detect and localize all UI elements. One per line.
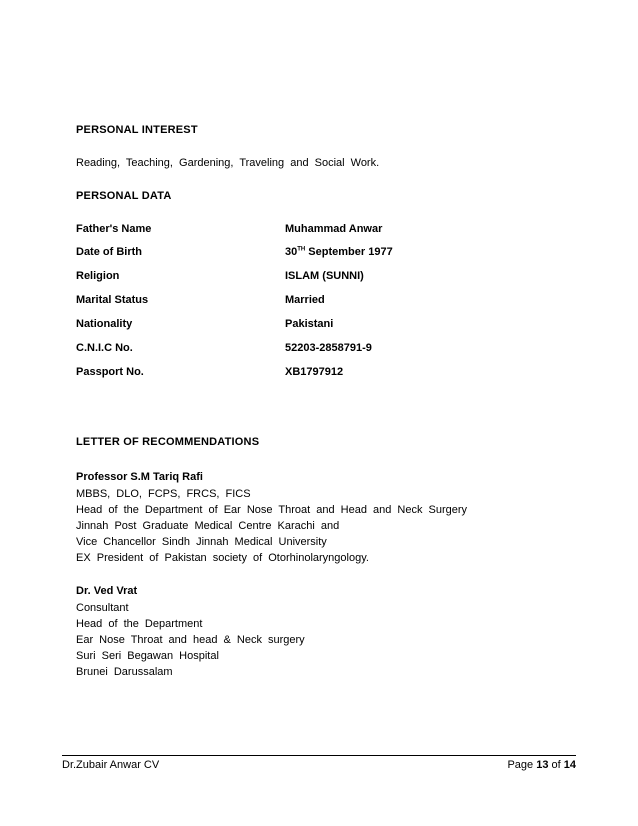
religion-value: ISLAM (SUNNI) — [285, 270, 364, 282]
footer-divider — [62, 755, 576, 756]
nationality-label: Nationality — [76, 318, 133, 330]
personal-interest-heading: PERSONAL INTEREST — [76, 124, 198, 136]
religion-label: Religion — [76, 270, 120, 282]
footer-title: Dr.Zubair Anwar CV — [62, 759, 160, 771]
personal-interest-text: Reading, Teaching, Gardening, Traveling and Social Work. — [76, 157, 380, 169]
marital-status-value: Married — [285, 294, 325, 306]
reference-1-line: Head of the Department of Ear Nose Throat and Head and Neck Surgery — [76, 504, 468, 516]
personal-data-heading: PERSONAL DATA — [76, 190, 172, 202]
cnic-value: 52203-2858791-9 — [285, 342, 372, 354]
marital-status-label: Marital Status — [76, 294, 149, 306]
reference-1-line: Vice Chancellor Sindh Jinnah Medical University — [76, 536, 327, 548]
page-number: Page 13 of 14 — [507, 759, 576, 771]
reference-1-line: EX President of Pakistan society of Otorhinolaryngology. — [76, 552, 369, 564]
recommendations-heading: LETTER OF RECOMMENDATIONS — [76, 436, 260, 448]
reference-1-line: Jinnah Post Graduate Medical Centre Karachi and — [76, 520, 340, 532]
reference-2-line: Consultant — [76, 602, 129, 614]
reference-1-line: MBBS, DLO, FCPS, FRCS, FICS — [76, 488, 251, 500]
reference-1-name: Professor S.M Tariq Rafi — [76, 471, 203, 483]
fathers-name-value: Muhammad Anwar — [285, 223, 383, 235]
fathers-name-label: Father's Name — [76, 223, 152, 235]
reference-2-line: Head of the Department — [76, 618, 203, 630]
reference-2-name: Dr. Ved Vrat — [76, 585, 138, 597]
passport-label: Passport No. — [76, 366, 144, 378]
passport-value: XB1797912 — [285, 366, 344, 378]
reference-2-line: Suri Seri Begawan Hospital — [76, 650, 219, 662]
date-of-birth-label: Date of Birth — [76, 246, 142, 258]
cnic-label: C.N.I.C No. — [76, 342, 133, 354]
nationality-value: Pakistani — [285, 318, 334, 330]
reference-2-line: Ear Nose Throat and head & Neck surgery — [76, 634, 305, 646]
reference-2-line: Brunei Darussalam — [76, 666, 173, 678]
date-of-birth-value: 30TH September 1977 — [285, 246, 393, 258]
